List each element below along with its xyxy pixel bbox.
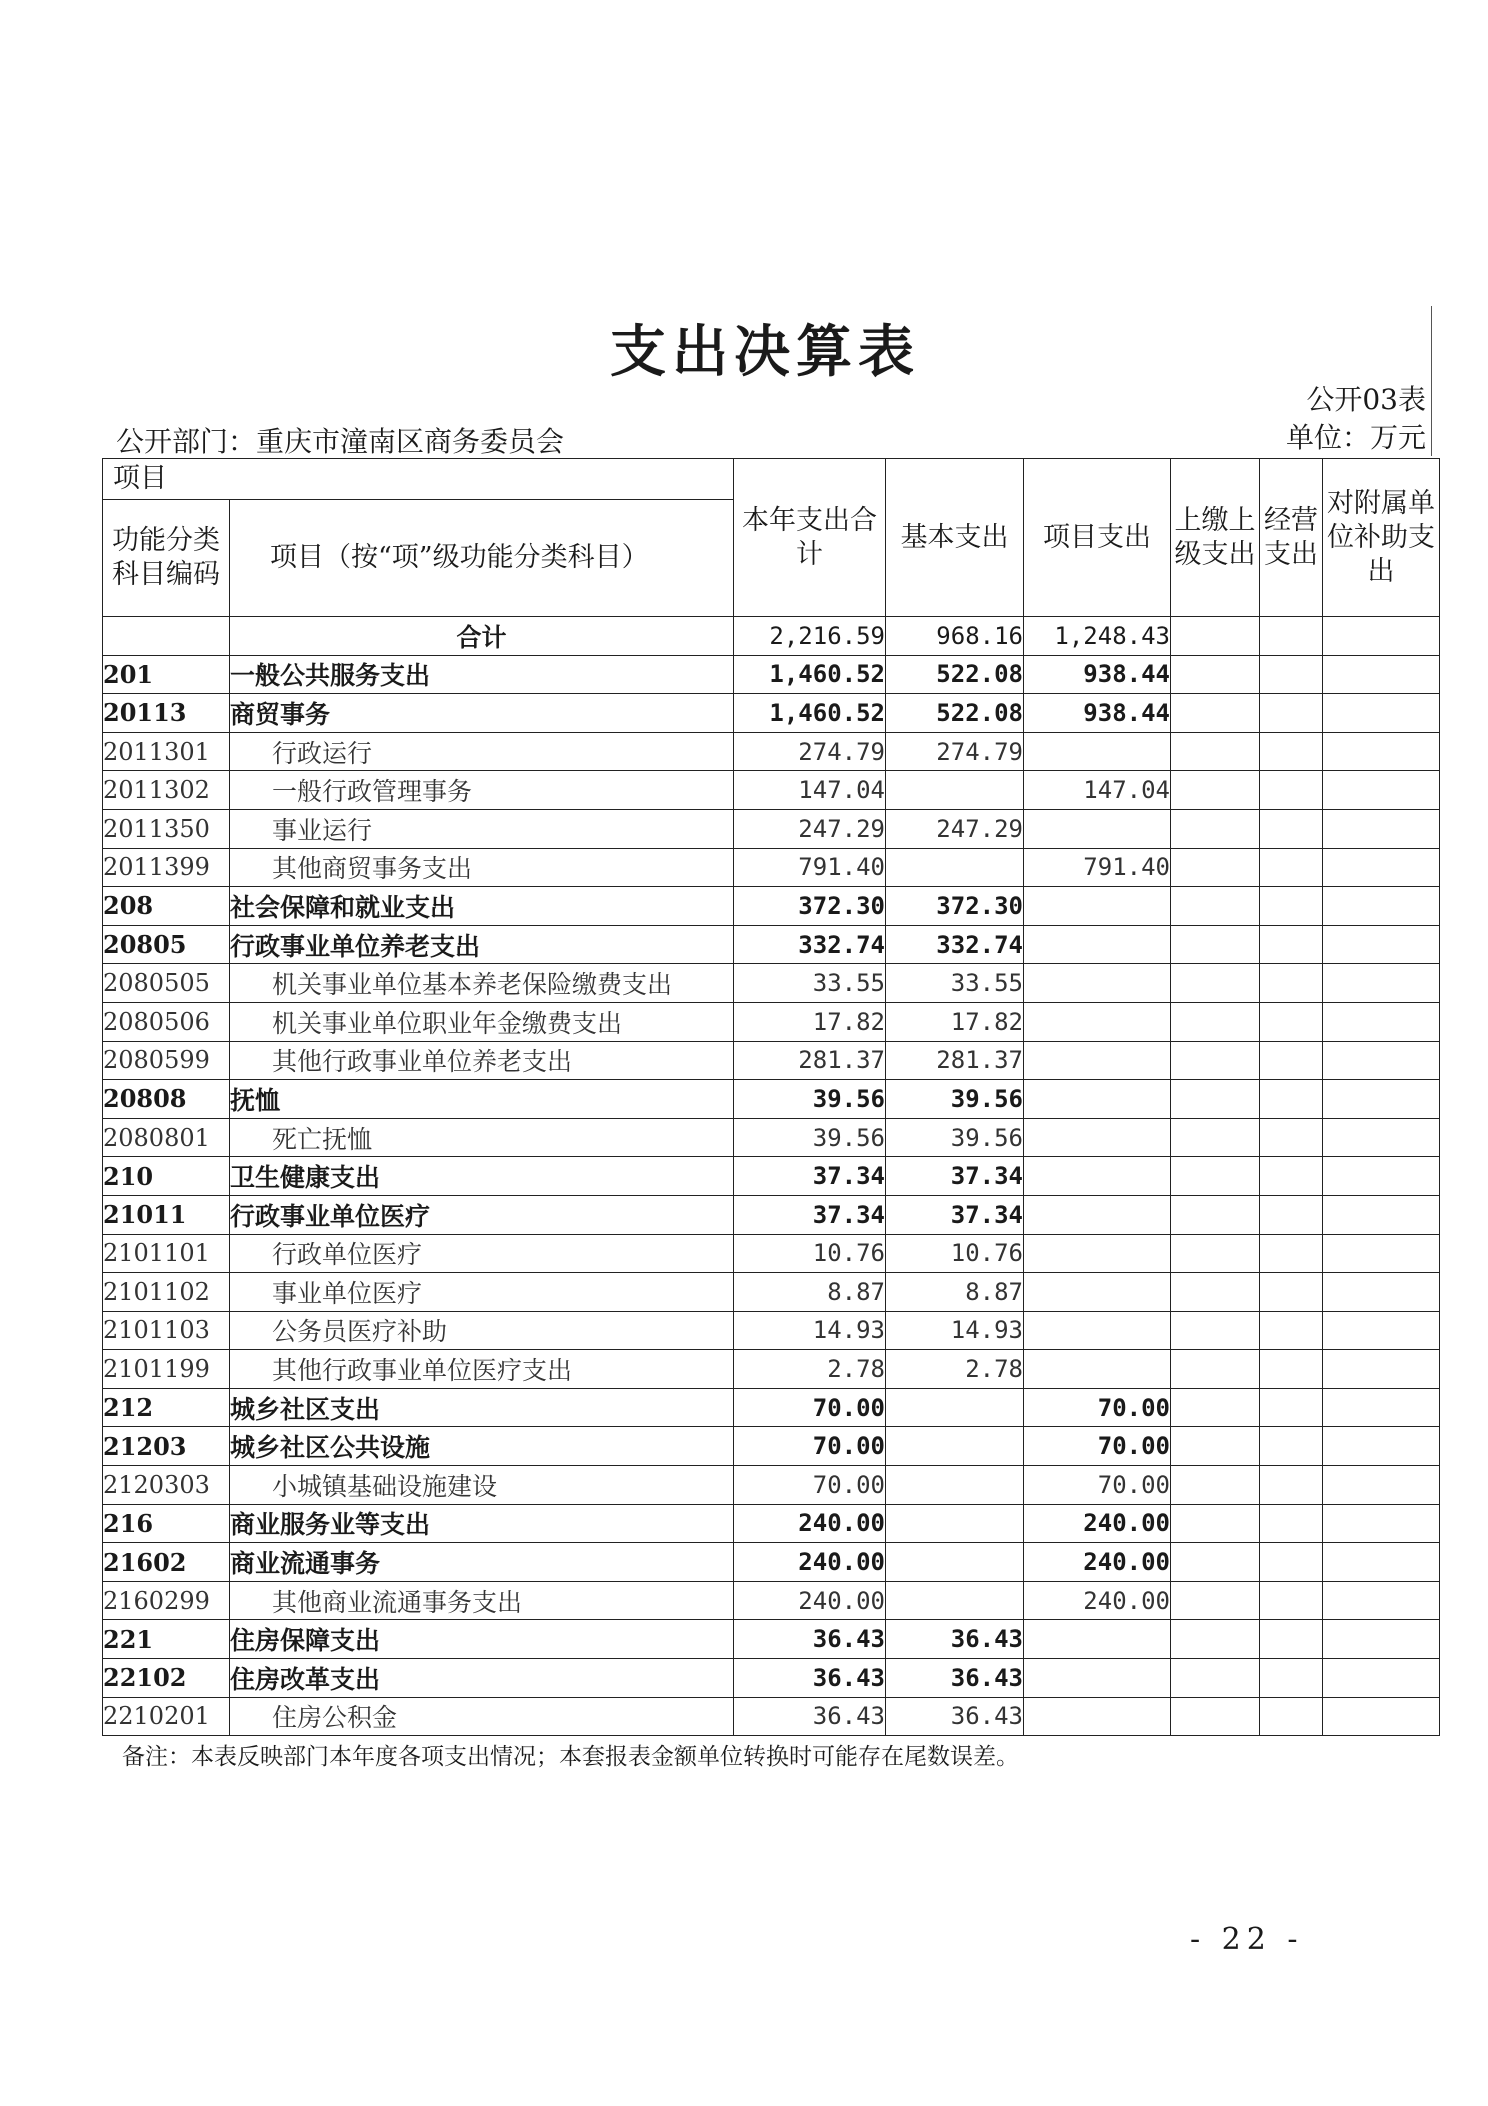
cell-subsidy <box>1323 655 1440 694</box>
cell-subsidy <box>1323 1195 1440 1234</box>
cell-business <box>1260 732 1323 771</box>
cell-name: 行政运行 <box>230 732 734 771</box>
cell-business <box>1260 1118 1323 1157</box>
cell-business <box>1260 887 1323 926</box>
cell-basic: 37.34 <box>886 1195 1024 1234</box>
cell-code: 21203 <box>103 1427 230 1466</box>
cell-business <box>1260 1311 1323 1350</box>
cell-name: 商贸事务 <box>230 694 734 733</box>
cell-business <box>1260 1041 1323 1080</box>
cell-name: 商业流通事务 <box>230 1543 734 1582</box>
cell-basic <box>886 771 1024 810</box>
cell-business <box>1260 1620 1323 1659</box>
cell-code: 216 <box>103 1504 230 1543</box>
cell-business <box>1260 964 1323 1003</box>
cell-project <box>1024 925 1171 964</box>
table-row <box>103 1273 1440 1312</box>
cell-business <box>1260 1234 1323 1273</box>
cell-subsidy <box>1323 694 1440 733</box>
cell-business <box>1260 1080 1323 1119</box>
cell-basic <box>886 1543 1024 1582</box>
cell-business <box>1260 1273 1323 1312</box>
cell-project: 70.00 <box>1024 1466 1171 1505</box>
cell-total: 33.55 <box>734 964 886 1003</box>
table-row <box>103 617 1440 656</box>
cell-basic: 247.29 <box>886 809 1024 848</box>
table-body <box>103 617 1440 1736</box>
cell-subsidy <box>1323 771 1440 810</box>
cell-business <box>1260 1466 1323 1505</box>
cell-upper <box>1171 1350 1260 1389</box>
cell-subsidy <box>1323 887 1440 926</box>
cell-project <box>1024 1118 1171 1157</box>
cell-total: 39.56 <box>734 1080 886 1119</box>
cell-business <box>1260 1002 1323 1041</box>
cell-total: 70.00 <box>734 1466 886 1505</box>
cell-basic: 332.74 <box>886 925 1024 964</box>
table-row <box>103 1581 1440 1620</box>
cell-project <box>1024 1659 1171 1698</box>
cell-code <box>103 617 230 656</box>
cell-project <box>1024 809 1171 848</box>
table-row <box>103 1543 1440 1582</box>
table-row <box>103 848 1440 887</box>
cell-upper <box>1171 617 1260 656</box>
cell-subsidy <box>1323 617 1440 656</box>
cell-subsidy <box>1323 848 1440 887</box>
cell-name: 其他商贸事务支出 <box>230 848 734 887</box>
cell-total: 37.34 <box>734 1157 886 1196</box>
cell-basic <box>886 848 1024 887</box>
cell-total: 791.40 <box>734 848 886 887</box>
cell-upper <box>1171 1002 1260 1041</box>
cell-name: 事业单位医疗 <box>230 1273 734 1312</box>
cell-subsidy <box>1323 1659 1440 1698</box>
cell-name: 一般公共服务支出 <box>230 655 734 694</box>
cell-project: 938.44 <box>1024 655 1171 694</box>
cell-subsidy <box>1323 1427 1440 1466</box>
cell-name: 其他行政事业单位医疗支出 <box>230 1350 734 1389</box>
cell-upper <box>1171 771 1260 810</box>
cell-total: 1,460.52 <box>734 655 886 694</box>
cell-subsidy <box>1323 1157 1440 1196</box>
table-row <box>103 1002 1440 1041</box>
cell-project: 70.00 <box>1024 1427 1171 1466</box>
cell-code: 2080505 <box>103 964 230 1003</box>
cell-upper <box>1171 694 1260 733</box>
cell-total: 332.74 <box>734 925 886 964</box>
cell-project: 1,248.43 <box>1024 617 1171 656</box>
cell-basic <box>886 1581 1024 1620</box>
cell-subsidy <box>1323 1002 1440 1041</box>
cell-project <box>1024 1234 1171 1273</box>
cell-code: 208 <box>103 887 230 926</box>
cell-code: 212 <box>103 1388 230 1427</box>
cell-business <box>1260 771 1323 810</box>
cell-upper <box>1171 925 1260 964</box>
cell-total: 36.43 <box>734 1659 886 1698</box>
cell-total: 1,460.52 <box>734 694 886 733</box>
cell-code: 2101103 <box>103 1311 230 1350</box>
cell-upper <box>1171 655 1260 694</box>
cell-name: 一般行政管理事务 <box>230 771 734 810</box>
cell-upper <box>1171 1427 1260 1466</box>
cell-basic: 968.16 <box>886 617 1024 656</box>
cell-subsidy <box>1323 925 1440 964</box>
cell-code: 2080801 <box>103 1118 230 1157</box>
cell-project <box>1024 964 1171 1003</box>
table-row <box>103 1350 1440 1389</box>
cell-upper <box>1171 1543 1260 1582</box>
cell-subsidy <box>1323 1118 1440 1157</box>
cell-project: 938.44 <box>1024 694 1171 733</box>
cell-code: 2011302 <box>103 771 230 810</box>
cell-upper <box>1171 1504 1260 1543</box>
cell-project: 240.00 <box>1024 1504 1171 1543</box>
cell-total: 247.29 <box>734 809 886 848</box>
cell-total: 240.00 <box>734 1504 886 1543</box>
cell-subsidy <box>1323 964 1440 1003</box>
cell-code: 2101101 <box>103 1234 230 1273</box>
cell-business <box>1260 925 1323 964</box>
cell-name: 住房保障支出 <box>230 1620 734 1659</box>
cell-name: 公务员医疗补助 <box>230 1311 734 1350</box>
header-subsidy: 对附属单位补助支出 <box>1323 459 1440 617</box>
cell-basic <box>886 1427 1024 1466</box>
table-row <box>103 1697 1440 1736</box>
cell-subsidy <box>1323 1581 1440 1620</box>
margin-rule <box>1431 306 1432 456</box>
page-title: 支出决算表 <box>610 319 920 385</box>
cell-subsidy <box>1323 1620 1440 1659</box>
cell-basic <box>886 1504 1024 1543</box>
cell-code: 2080599 <box>103 1041 230 1080</box>
table-row <box>103 964 1440 1003</box>
cell-name: 住房改革支出 <box>230 1659 734 1698</box>
cell-project: 147.04 <box>1024 771 1171 810</box>
cell-project <box>1024 887 1171 926</box>
cell-basic: 39.56 <box>886 1080 1024 1119</box>
cell-business <box>1260 1659 1323 1698</box>
cell-upper <box>1171 1659 1260 1698</box>
cell-business <box>1260 1581 1323 1620</box>
cell-name: 事业运行 <box>230 809 734 848</box>
cell-business <box>1260 1195 1323 1234</box>
cell-name: 其他行政事业单位养老支出 <box>230 1041 734 1080</box>
cell-total: 281.37 <box>734 1041 886 1080</box>
header-business: 经营支出 <box>1260 459 1323 617</box>
cell-project <box>1024 1002 1171 1041</box>
cell-total: 8.87 <box>734 1273 886 1312</box>
cell-name: 社会保障和就业支出 <box>230 887 734 926</box>
cell-name: 机关事业单位职业年金缴费支出 <box>230 1002 734 1041</box>
cell-code: 201 <box>103 655 230 694</box>
table-row <box>103 1041 1440 1080</box>
table-row <box>103 771 1440 810</box>
cell-basic: 36.43 <box>886 1659 1024 1698</box>
cell-code: 2101199 <box>103 1350 230 1389</box>
cell-upper <box>1171 1234 1260 1273</box>
cell-basic: 17.82 <box>886 1002 1024 1041</box>
cell-project <box>1024 1041 1171 1080</box>
cell-business <box>1260 694 1323 733</box>
cell-code: 2160299 <box>103 1581 230 1620</box>
table-row <box>103 1388 1440 1427</box>
cell-subsidy <box>1323 1041 1440 1080</box>
cell-name: 住房公积金 <box>230 1697 734 1736</box>
cell-name: 行政事业单位医疗 <box>230 1195 734 1234</box>
cell-business <box>1260 1697 1323 1736</box>
table-row <box>103 887 1440 926</box>
table-row <box>103 1620 1440 1659</box>
cell-business <box>1260 617 1323 656</box>
table-row <box>103 925 1440 964</box>
table-row <box>103 1118 1440 1157</box>
cell-total: 14.93 <box>734 1311 886 1350</box>
unit-label: 单位：万元 <box>1285 421 1426 454</box>
cell-basic: 522.08 <box>886 655 1024 694</box>
cell-basic <box>886 1388 1024 1427</box>
table-row <box>103 1080 1440 1119</box>
header-code: 功能分类科目编码 <box>103 500 230 617</box>
cell-code: 2011301 <box>103 732 230 771</box>
cell-project <box>1024 1273 1171 1312</box>
cell-code: 2011350 <box>103 809 230 848</box>
cell-business <box>1260 848 1323 887</box>
cell-project <box>1024 1080 1171 1119</box>
cell-project <box>1024 1157 1171 1196</box>
table-row <box>103 694 1440 733</box>
cell-name: 商业服务业等支出 <box>230 1504 734 1543</box>
cell-business <box>1260 1543 1323 1582</box>
cell-basic: 36.43 <box>886 1620 1024 1659</box>
cell-subsidy <box>1323 1311 1440 1350</box>
cell-business <box>1260 809 1323 848</box>
cell-total: 10.76 <box>734 1234 886 1273</box>
cell-business <box>1260 655 1323 694</box>
cell-upper <box>1171 848 1260 887</box>
cell-project: 791.40 <box>1024 848 1171 887</box>
cell-basic: 522.08 <box>886 694 1024 733</box>
cell-basic: 39.56 <box>886 1118 1024 1157</box>
cell-total: 274.79 <box>734 732 886 771</box>
header-upper: 上缴上级支出 <box>1171 459 1260 617</box>
cell-code: 2101102 <box>103 1273 230 1312</box>
cell-name: 合计 <box>230 617 734 656</box>
cell-basic: 33.55 <box>886 964 1024 1003</box>
cell-subsidy <box>1323 1697 1440 1736</box>
header-project: 项目支出 <box>1024 459 1171 617</box>
table-row <box>103 655 1440 694</box>
cell-project <box>1024 1620 1171 1659</box>
table-row <box>103 732 1440 771</box>
table-row <box>103 809 1440 848</box>
cell-upper <box>1171 1620 1260 1659</box>
cell-subsidy <box>1323 809 1440 848</box>
cell-code: 221 <box>103 1620 230 1659</box>
cell-basic: 14.93 <box>886 1311 1024 1350</box>
cell-upper <box>1171 809 1260 848</box>
cell-code: 2210201 <box>103 1697 230 1736</box>
cell-subsidy <box>1323 1504 1440 1543</box>
cell-upper <box>1171 1581 1260 1620</box>
cell-total: 17.82 <box>734 1002 886 1041</box>
cell-basic: 36.43 <box>886 1697 1024 1736</box>
header-name: 项目（按“项”级功能分类科目） <box>230 500 734 617</box>
cell-code: 210 <box>103 1157 230 1196</box>
cell-name: 城乡社区公共设施 <box>230 1427 734 1466</box>
cell-upper <box>1171 1697 1260 1736</box>
cell-total: 2.78 <box>734 1350 886 1389</box>
cell-name: 机关事业单位基本养老保险缴费支出 <box>230 964 734 1003</box>
cell-name: 城乡社区支出 <box>230 1388 734 1427</box>
department-label: 公开部门：重庆市潼南区商务委员会 <box>116 425 565 458</box>
cell-basic: 274.79 <box>886 732 1024 771</box>
cell-business <box>1260 1350 1323 1389</box>
cell-code: 2120303 <box>103 1466 230 1505</box>
cell-subsidy <box>1323 1543 1440 1582</box>
cell-basic <box>886 1466 1024 1505</box>
cell-upper <box>1171 1195 1260 1234</box>
cell-name: 卫生健康支出 <box>230 1157 734 1196</box>
cell-upper <box>1171 1311 1260 1350</box>
cell-basic: 281.37 <box>886 1041 1024 1080</box>
cell-project: 240.00 <box>1024 1581 1171 1620</box>
cell-code: 21011 <box>103 1195 230 1234</box>
table-row <box>103 1466 1440 1505</box>
cell-project <box>1024 1311 1171 1350</box>
cell-subsidy <box>1323 1273 1440 1312</box>
footnote: 备注：本表反映部门本年度各项支出情况；本套报表金额单位转换时可能存在尾数误差。 <box>122 1744 1019 1770</box>
cell-total: 372.30 <box>734 887 886 926</box>
cell-project: 240.00 <box>1024 1543 1171 1582</box>
cell-subsidy <box>1323 732 1440 771</box>
cell-upper <box>1171 1466 1260 1505</box>
cell-code: 2011399 <box>103 848 230 887</box>
table-row <box>103 1195 1440 1234</box>
cell-project <box>1024 732 1171 771</box>
cell-upper <box>1171 964 1260 1003</box>
cell-subsidy <box>1323 1080 1440 1119</box>
cell-project <box>1024 1350 1171 1389</box>
cell-basic: 8.87 <box>886 1273 1024 1312</box>
cell-upper <box>1171 1273 1260 1312</box>
cell-basic: 2.78 <box>886 1350 1024 1389</box>
header-group: 项目 <box>103 459 734 500</box>
header-total: 本年支出合计 <box>734 459 886 617</box>
page-number: - 22 - <box>1190 1922 1304 1957</box>
cell-project: 70.00 <box>1024 1388 1171 1427</box>
cell-upper <box>1171 1118 1260 1157</box>
cell-code: 20808 <box>103 1080 230 1119</box>
cell-subsidy <box>1323 1234 1440 1273</box>
table-row <box>103 1234 1440 1273</box>
cell-total: 37.34 <box>734 1195 886 1234</box>
cell-name: 行政事业单位养老支出 <box>230 925 734 964</box>
cell-upper <box>1171 1041 1260 1080</box>
cell-total: 70.00 <box>734 1427 886 1466</box>
expenditure-table <box>102 458 1440 1736</box>
table-row <box>103 1427 1440 1466</box>
cell-business <box>1260 1157 1323 1196</box>
cell-total: 36.43 <box>734 1620 886 1659</box>
cell-name: 死亡抚恤 <box>230 1118 734 1157</box>
cell-total: 36.43 <box>734 1697 886 1736</box>
table-code: 公开03表 <box>1306 383 1426 416</box>
cell-total: 70.00 <box>734 1388 886 1427</box>
table-row <box>103 1659 1440 1698</box>
cell-code: 21602 <box>103 1543 230 1582</box>
cell-upper <box>1171 1388 1260 1427</box>
cell-business <box>1260 1504 1323 1543</box>
cell-business <box>1260 1427 1323 1466</box>
header-basic: 基本支出 <box>886 459 1024 617</box>
cell-code: 22102 <box>103 1659 230 1698</box>
cell-basic: 37.34 <box>886 1157 1024 1196</box>
cell-name: 其他商业流通事务支出 <box>230 1581 734 1620</box>
cell-total: 147.04 <box>734 771 886 810</box>
cell-project <box>1024 1195 1171 1234</box>
cell-project <box>1024 1697 1171 1736</box>
cell-upper <box>1171 887 1260 926</box>
cell-total: 2,216.59 <box>734 617 886 656</box>
cell-subsidy <box>1323 1350 1440 1389</box>
cell-upper <box>1171 732 1260 771</box>
cell-code: 20113 <box>103 694 230 733</box>
table-row <box>103 1311 1440 1350</box>
cell-upper <box>1171 1080 1260 1119</box>
cell-business <box>1260 1388 1323 1427</box>
cell-basic: 10.76 <box>886 1234 1024 1273</box>
cell-total: 39.56 <box>734 1118 886 1157</box>
table-row <box>103 1157 1440 1196</box>
cell-upper <box>1171 1157 1260 1196</box>
cell-code: 20805 <box>103 925 230 964</box>
cell-basic: 372.30 <box>886 887 1024 926</box>
cell-total: 240.00 <box>734 1543 886 1582</box>
cell-total: 240.00 <box>734 1581 886 1620</box>
cell-name: 行政单位医疗 <box>230 1234 734 1273</box>
table-row <box>103 1504 1440 1543</box>
cell-subsidy <box>1323 1388 1440 1427</box>
cell-name: 小城镇基础设施建设 <box>230 1466 734 1505</box>
cell-subsidy <box>1323 1466 1440 1505</box>
cell-name: 抚恤 <box>230 1080 734 1119</box>
cell-code: 2080506 <box>103 1002 230 1041</box>
